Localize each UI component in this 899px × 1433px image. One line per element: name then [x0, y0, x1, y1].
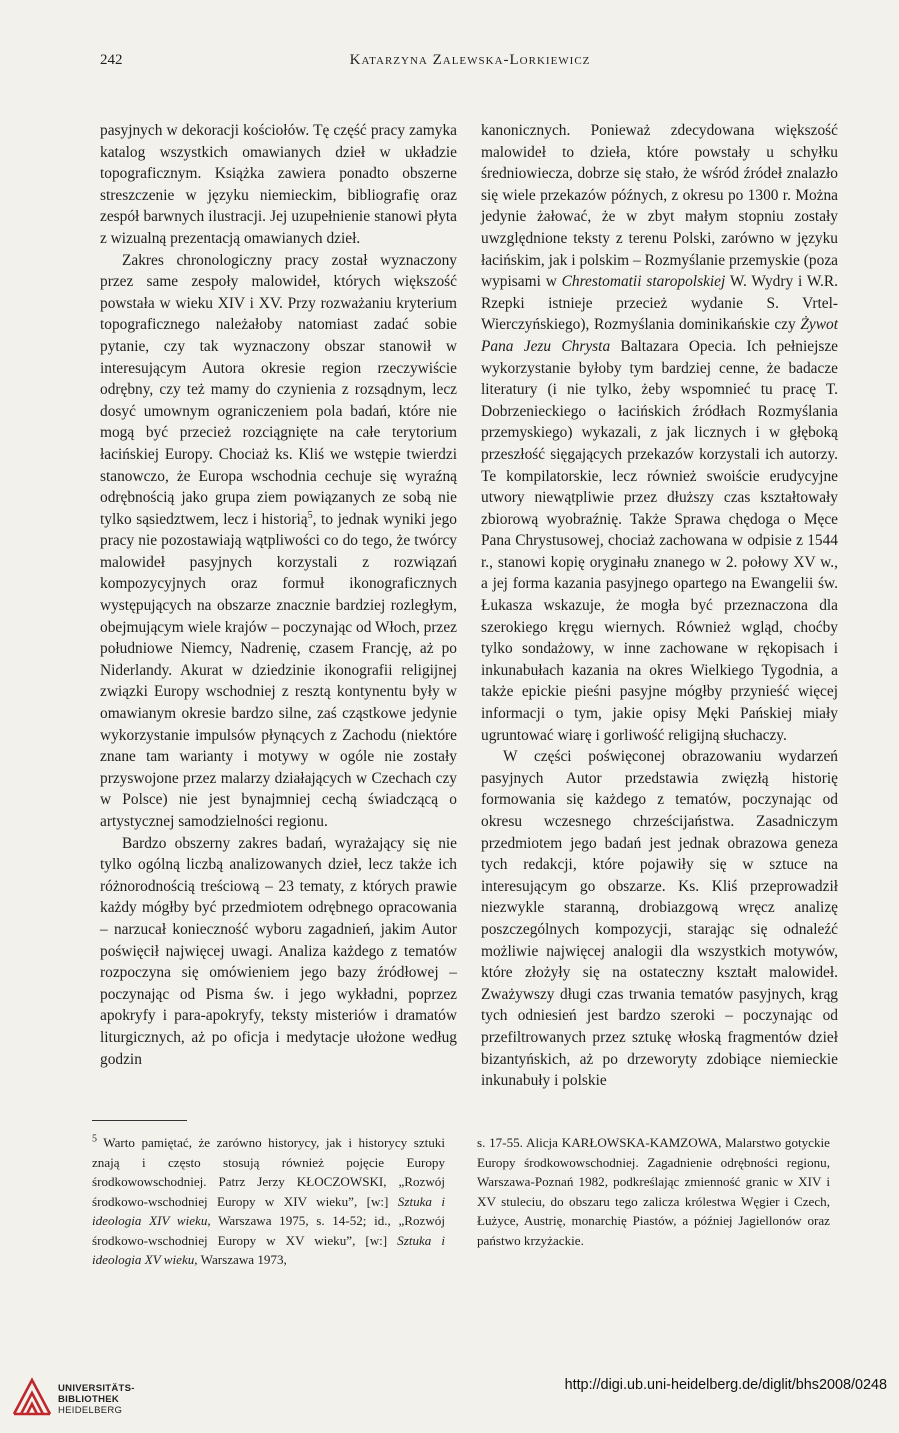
right-paragraph-2: W części poświęconej obrazowaniu wydarzeń pasyjnych Autor przedstawia zwięzłą historię formowania się każdego z tematów, poczynając od okresu wczesnego chrześcijaństwa. Zasadniczym przedmiotem jego badań jest jednak obrazowa geneza tych redakcji, które pojawiły się w sztuce na interesującym go obszarze. Ks. Kliś przeprowadził niezwykle staranną, drobiazgową wręcz analizę poszczególnych kompozycji, starając się odnaleźć możliwie najwięcej analogii dla wszystkich motywów, które złożyły się na ostateczny kształt malowideł. Zważywszy długi czas trwania tematów pasyjnych, krąg tych odniesień jest bardzo szeroki – poczynając od przefiltrowanych przez sztukę włoską fragmentów dzieł bizantyńskich, aż po drzeworyty zdobiące niemieckie inkunabuły i polskie [481, 748, 838, 1090]
footnote-divider [92, 1120, 187, 1121]
left-paragraph-2: Zakres chronologiczny pracy został wyznaczony przez same zespoły malowideł, których większość powstała w wieku XIV i XV. Przy rozważaniu kryterium topograficznego należałoby natomiast zadać sobie pytanie, czy tak wyznaczony obszar stanowił w interesującym Autora okresie region rzeczywiście odrębny, czy też mamy do czynienia z rozsądnym, lecz dosyć umownym ograniczeniem pola badań, które nie mogą być przecież rozciągnięte na całe terytorium łacińskiej Europy. Chociaż ks. Kliś we wstępie twierdzi stanowczo, że Europa wschodnia cechuje się wyraźną odrębnością jako grupa ziem powiązanych ze sobą nie tylko sąsiedztwem, lecz i historią$^5$, to jednak wyniki jego pracy nie pozostawiają wątpliwości co do tego, że twórcy malowideł pasyjnych korzystali z rozwiązań kompozycyjnych oraz formuł ikonograficznych występujących na obszarze znacznie bardziej rozległym, obejmującym wiele krajów – poczynając od Włoch, przez południowe Niemcy, Nadrenię, czasem Francję, aż po Niderlandy. Akurat w dziedzinie ikonografii religijnej związki Europy wschodniej z resztą kontynentu były w omawianym okresie bardzo silne, zaś cząstkowe jedynie wykorzystanie impulsów płynących z Zachodu (niektóre znane tam warianty i motywy w ogóle nie zostały przyswojone przez malarzy działających w Czechach czy w Polsce) nie jest bynajmniej cechą świadczącą o artystycznej samodzielności regionu. [100, 251, 457, 830]
left-paragraph-1: pasyjnych w dekoracji kościołów. Tę część pracy zamyka katalog wszystkich omawianych dzieł w układzie topograficznym. Książka zawiera ponadto obszerne streszczenie w języku niemieckim, bibliografię oraz zespół barwnych ilustracji. Jej uzupełnienie stanowi płyta z wizualną prezentacją omawianych dzieł. [100, 122, 457, 247]
footnote-number: 5 [92, 1133, 97, 1145]
left-column [100, 120, 457, 1070]
source-url-link[interactable]: http://digi.ub.uni-heidelberg.de/diglit/bhs2008/0248 [564, 1377, 887, 1393]
left-paragraph-3: Bardzo obszerny zakres badań, wyrażający się nie tylko ogólną liczbą analizowanych dzieł, lecz także ich różnorodnością treściową – 23 tematy, z których prawie każdy mógłby być przedmiotem odrębnego opracowania – narzucał konieczność wyboru zagadnień, jakim Autor poświęcił najwięcej uwagi. Analiza każdego z tematów rozpoczyna się omówieniem jego bazy źródłowej – poczynając od Pisma św. i jego wykładni, poprzez apokryfy i para-apokryfy, teksty misteriów i dramatów liturgicznych, aż po oficja i medytacje ułożone według godzin [100, 834, 457, 1068]
footnote-right: s. 17-55. Alicja KARŁOWSKA-KAMZOWA, Malarstwo gotyckie Europy środkowowschodniej. Zagadnienie odrębności regionu, Warszawa-Poznań 1982, podkreślając zmienność granic w XIV i XV stuleciu, do obszaru tego zalicza królestwa Węgier i Czech, Łużyce, Austrię, monarchię Piastów, a później Jagiellonów oraz państwo krzyżackie. [477, 1135, 830, 1248]
page-number: 242 [100, 52, 123, 68]
viewer-footer [0, 1366, 899, 1433]
footnote-left: $^5$ Warto pamiętać, że zarówno historycy, jak i historycy sztuki znają i często stosują również pojęcie Europy środkowowschodniej. Patrz Jerzy KŁOCZOWSKI, „Rozwój środkowo-wschodniej Europy w XIV wieku”, [w:] Sztuka i ideologia XIV wieku, Warszawa 1975, s. 14-52; id., „Rozwój środkowo-wschodniej Europy w XV wieku”, [w:] Sztuka i ideologia XV wieku, Warszawa 1973, [92, 1133, 445, 1267]
page-header [100, 52, 840, 74]
right-column [481, 120, 838, 1092]
running-head: Katarzyna Zalewska-Lorkiewicz [349, 52, 591, 68]
right-paragraph-1: kanonicznych. Ponieważ zdecydowana większość malowideł to dzieła, które powstały u schyłku średniowiecza, dobrze się stało, że wśród źródeł znalazło się wiele przekazów późnych, z okresu po 1300 r. Można jedynie żałować, że w zbyt małym stopniu zostały uwzględnione teksty z terenu Polski, zarówno w języku łacińskim, jak i polskim – Rozmyślanie przemyskie (poza wypisami w Chrestomatii staropolskiej W. Wydry i W.R. Rzepki istnieje przecież wydanie S. Vrtel-Wierczyńskiego), Rozmyślania dominikańskie czy Żywot Pana Jezu Chrysta Baltazara Opecia. Ich pełniejsze wykorzystanie byłoby tym bardziej cenne, że badacze literatury (i nie tylko, żeby wspomnieć tu pracę T. Dobrzenieckiego o łacińskich źródłach Rozmyślania przemyskiego) wykazali, z jak licznych i w głęboką przeszłość sięgających przekazów korzystali ich autorzy. Te kompilatorskie, lecz również swoiście erudycyjne utwory niewątpliwie przez dłuższy czas kształtowały zbiorową wyobraźnię. Także Sprawa chędoga o Męce Pana Chrystusowej, chociaż zachowana w odpisie z 1544 r., stanowi kopię oryginału znanego w 2. połowy XV w., a jej forma kazania pasyjnego opartego na Ewangelii św. Łukasza wskazuje, że mogła być przeznaczona dla szerokiego kręgu wiernych. Również wgląd, choćby tylko sondażowy, w inne zachowane w rękopisach i inkunabułach kazania na okres Wielkiego Tygodnia, a także epickie pieśni pasyjne mógłby przynieść więcej informacji o tym, jakie opisy Męki Pańskiej miały ugruntować wiarę i gorliwość religijną słuchaczy. [481, 122, 838, 744]
ub-heidelberg-logo-icon[interactable] [10, 1374, 54, 1418]
library-name: UNIVERSITÄTS- BIBLIOTHEK HEIDELBERG [58, 1383, 135, 1416]
footnote-ref-5[interactable]: 5 [307, 509, 313, 521]
